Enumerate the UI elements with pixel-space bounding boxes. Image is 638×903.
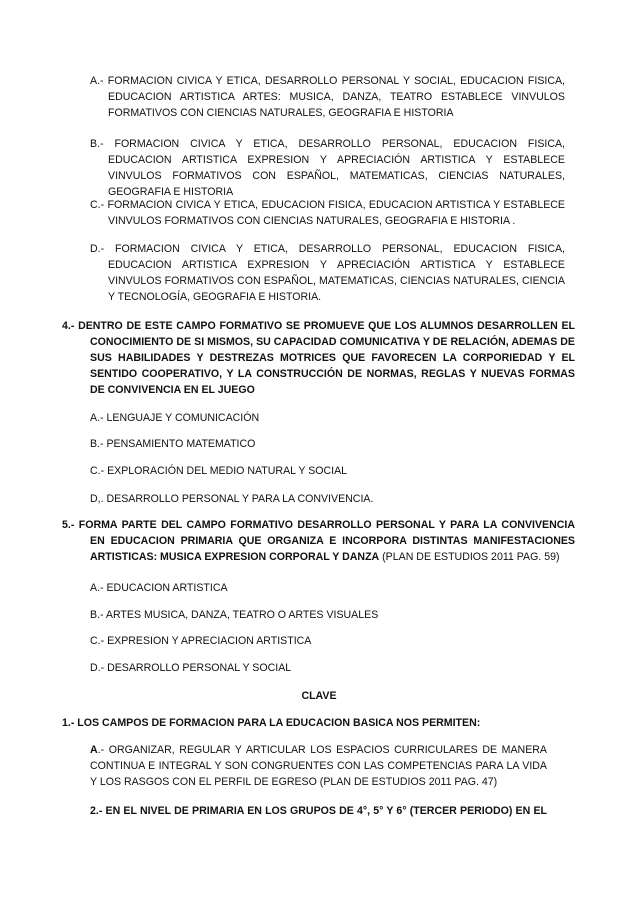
q4-option-d-text: DESARROLLO PERSONAL Y PARA LA CONVIVENCIA.: [103, 493, 374, 505]
q5-option-d: D.- DESARROLLO PERSONAL Y SOCIAL: [90, 662, 292, 674]
answer-1-body: .- ORGANIZAR, REGULAR Y ARTICULAR LOS ESPACIOS CURRICULARES DE MANERA CONTINUA E INTEGRAL Y SON CONGRUENTES CON LAS COMPETENCIAS PARA LA VIDA Y LOS RASGOS CON EL PERFIL DE EGRESO (PLAN DE ESTUDIOS 2011 PAG. 47): [90, 744, 547, 788]
answer-1-text: [90, 742, 547, 790]
q4-option-d: [90, 491, 547, 507]
q5-option-a: A.- EDUCACION ARTISTICA: [90, 582, 228, 594]
q5-option-b: B.- ARTES MUSICA, DANZA, TEATRO O ARTES VISUALES: [90, 609, 379, 621]
q5-option-c: C.- EXPRESION Y APRECIACION ARTISTICA: [90, 635, 312, 647]
q4-option-c: C.- EXPLORACIÓN DEL MEDIO NATURAL Y SOCIAL: [90, 465, 348, 477]
question-5-text: 5.- FORMA PARTE DEL CAMPO FORMATIVO DESARROLLO PERSONAL Y PARA LA CONVIVENCIA EN EDUCACION PRIMARIA QUE ORGANIZA E INCORPORA DISTINTAS MANIFESTACIONES ARTISTICAS: MUSICA EXPRESION CORPORAL Y DANZA: [62, 519, 575, 563]
q4-option-a: A.- LENGUAJE Y COMUNICACIÓN: [90, 412, 260, 424]
question-4: 4.- DENTRO DE ESTE CAMPO FORMATIVO SE PROMUEVE QUE LOS ALUMNOS DESARROLLEN EL CONOCIMIENTO DE SI MISMOS, SU CAPACIDAD COMUNICATIVA Y DE RELACIÓN, ADEMAS DE SUS HABILIDADES Y DESTREZAS MOTRICES QUE FAVORECEN LA CORPORIEDAD Y EL SENTIDO COOPERATIVO, Y LA CONSTRUCCIÓN DE NORMAS, REGLAS Y NUEVAS FORMAS DE CONVIVENCIA EN EL JUEGO: [62, 320, 575, 396]
q4-option-b: B.- PENSAMIENTO MATEMATICO: [90, 438, 256, 450]
option-a-block1: A.- FORMACION CIVICA Y ETICA, DESARROLLO PERSONAL Y SOCIAL, EDUCACION FISICA, EDUCACION ARTISTICA ARTES: MUSICA, DANZA, TEATRO ESTABLECE VINVULOS FORMATIVOS CON CIENCIAS NATURALES, GEOGRAFIA E HISTORIA: [90, 75, 565, 119]
clave-heading: CLAVE: [301, 690, 337, 702]
answer-1-question: 1.- LOS CAMPOS DE FORMACION PARA LA EDUCACION BASICA NOS PERMITEN:: [62, 717, 481, 729]
answer-1-letter: A: [90, 744, 98, 756]
option-d-block1: D.- FORMACION CIVICA Y ETICA, DESARROLLO PERSONAL, EDUCACION FISICA, EDUCACION ARTISTICA EXPRESION Y APRECIACIÓN ARTISTICA Y ESTABLECE VINVULOS FORMATIVOS CON ESPAÑOL, MATEMATICAS, CIENCIAS NATURALES, CIENCIA Y TECNOLOGÍA, GEOGRAFIA E HISTORIA.: [90, 243, 565, 303]
answer-2-text: 2.- EN EL NIVEL DE PRIMARIA EN LOS GRUPOS DE 4°, 5° Y 6° (TERCER PERIODO) EN EL: [90, 805, 547, 817]
question-5-reference: (PLAN DE ESTUDIOS 2011 PAG. 59): [379, 551, 560, 563]
option-b-block1: B.- FORMACION CIVICA Y ETICA, DESARROLLO PERSONAL, EDUCACION FISICA, EDUCACION ARTISTICA EXPRESION Y APRECIACIÓN ARTISTICA Y ESTABLECE VINVULOS FORMATIVOS CON ESPAÑOL, MATEMATICAS, CIENCIAS NATURALES, GEOGRAFIA E HISTORIA: [90, 138, 565, 198]
q4-option-d-letter: D,.: [90, 493, 104, 505]
question-5: [62, 517, 575, 565]
option-c-block1: C.- FORMACION CIVICA Y ETICA, EDUCACION FISICA, EDUCACION ARTISTICA Y ESTABLECE VINVULOS FORMATIVOS CON CIENCIAS NATURALES, GEOGRAFIA E HISTORIA .: [90, 199, 565, 227]
